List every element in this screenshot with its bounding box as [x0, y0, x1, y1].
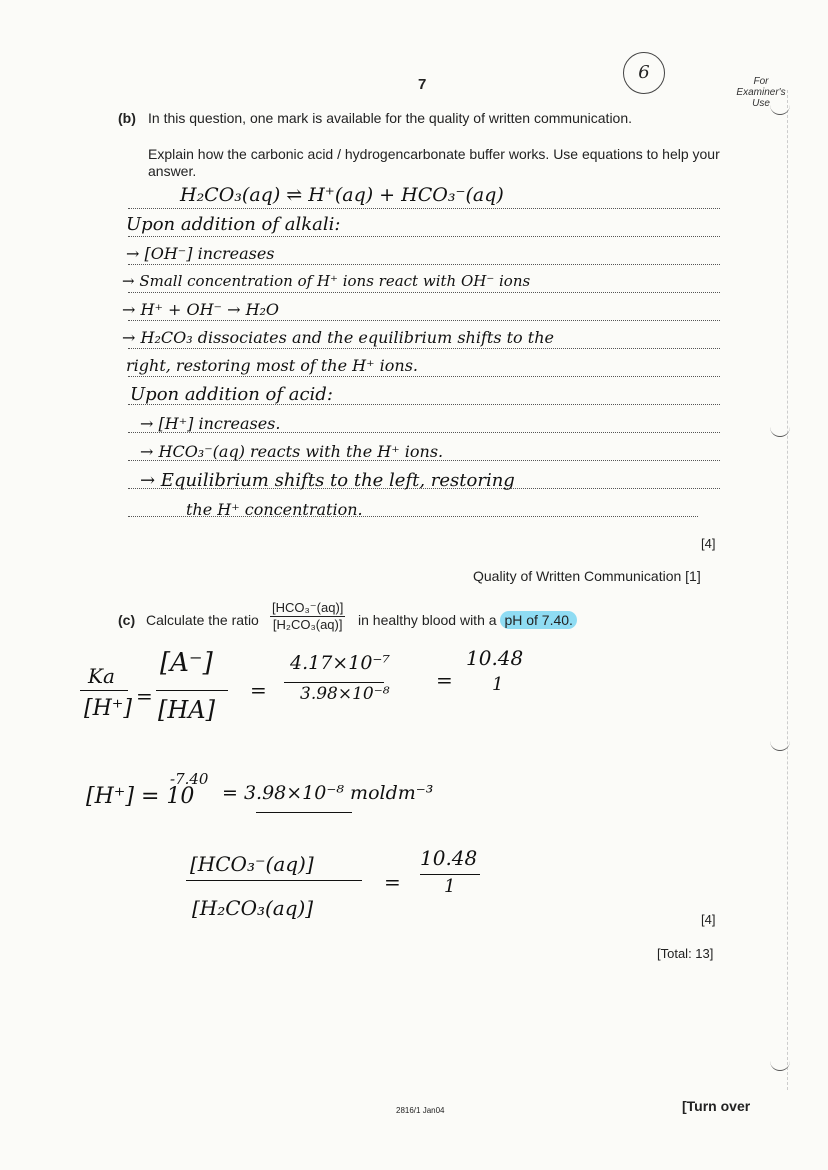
answer-line-12: the H⁺ concentration. — [186, 500, 363, 519]
result-denominator: 1 — [492, 674, 504, 695]
examiner-use-label: For Examiner's Use — [736, 76, 786, 109]
footer-code: 2816/1 Jan04 — [396, 1106, 445, 1115]
ratio-fraction — [270, 600, 345, 632]
answer-rule — [128, 208, 720, 209]
fraction-bar — [420, 874, 480, 875]
final-result-denominator: 1 — [444, 876, 456, 897]
answer-rule — [128, 292, 720, 293]
part-b-intro: In this question, one mark is available for the quality of written communication. — [148, 110, 633, 126]
final-numerator: [HCO₃⁻(aq)] — [190, 852, 314, 876]
answer-rule — [128, 264, 720, 265]
answer-rule — [128, 236, 720, 237]
answer-line-1: H₂CO₃(aq) ⇌ H⁺(aq) + HCO₃⁻(aq) — [180, 184, 504, 206]
part-b-label: (b) — [118, 110, 136, 126]
answer-line-8: Upon addition of acid: — [130, 384, 333, 405]
answer-line-9: → [H⁺] increases. — [140, 414, 281, 433]
turn-over-label: [Turn over — [682, 1098, 751, 1114]
h-calc-left: [H⁺] = 10 — [86, 784, 195, 809]
circled-mark: 6 — [623, 52, 665, 94]
ka-label: Ka — [88, 664, 115, 688]
h-calc-right: = 3.98×10⁻⁸ moldm⁻³ — [222, 782, 434, 804]
final-result-numerator: 10.48 — [420, 846, 478, 870]
ha: [HA] — [158, 696, 215, 724]
answer-line-6: → H₂CO₃ dissociates and the equilibrium shifts to the — [122, 328, 554, 347]
fraction-bar — [156, 690, 228, 691]
equals-1: = — [136, 684, 153, 708]
equals-2: = — [250, 678, 267, 702]
answer-line-5: → H⁺ + OH⁻ → H₂O — [122, 300, 280, 319]
h-calc-exponent: -7.40 — [170, 770, 209, 788]
a-minus: [A⁻] — [160, 648, 213, 678]
underline — [256, 812, 352, 813]
qwc-label: Quality of Written Communication [1] — [473, 568, 701, 584]
answer-line-2: Upon addition of alkali: — [126, 214, 341, 235]
answer-line-4: → Small concentration of H⁺ ions react with OH⁻ ions — [122, 272, 531, 290]
part-c-label: (c) — [118, 612, 136, 628]
ratio-numerator: [HCO₃⁻(aq)] — [272, 600, 344, 615]
part-c-prefix: Calculate the ratio — [146, 612, 259, 628]
part-b-mark: [4] — [701, 536, 716, 551]
final-denominator: [H₂CO₃(aq)] — [192, 896, 314, 920]
h-ion: [H⁺] — [84, 696, 132, 721]
part-c-mark: [4] — [701, 912, 716, 927]
result-numerator: 10.48 — [466, 646, 524, 670]
fraction-bar — [80, 690, 128, 691]
part-c-suffix-text: in healthy blood with a — [358, 612, 501, 628]
answer-line-3: → [OH⁻] increases — [126, 244, 275, 263]
answer-rule — [128, 320, 720, 321]
equals-3: = — [436, 668, 453, 692]
part-b-question: Explain how the carbonic acid / hydrogencarbonate buffer works. Use equations to help your answer. — [148, 146, 720, 179]
answer-line-10: → HCO₃⁻(aq) reacts with the H⁺ ions. — [140, 442, 444, 461]
margin-rule — [787, 90, 789, 1090]
value-denominator: 3.98×10⁻⁸ — [300, 684, 390, 704]
ratio-denominator: [H₂CO₃(aq)] — [272, 617, 343, 632]
answer-rule — [128, 348, 720, 349]
part-c-suffix — [358, 612, 577, 628]
final-equals: = — [384, 870, 401, 894]
answer-line-11: → Equilibrium shifts to the left, restoring — [140, 470, 515, 491]
value-numerator: 4.17×10⁻⁷ — [290, 652, 391, 674]
answer-rule — [128, 376, 720, 377]
total-marks: [Total: 13] — [657, 946, 714, 961]
page-number: 7 — [418, 76, 427, 93]
fraction-bar — [186, 880, 362, 881]
ph-highlight: pH of 7.40. — [500, 611, 577, 629]
fraction-bar — [284, 682, 384, 683]
answer-line-7: right, restoring most of the H⁺ ions. — [126, 356, 418, 375]
